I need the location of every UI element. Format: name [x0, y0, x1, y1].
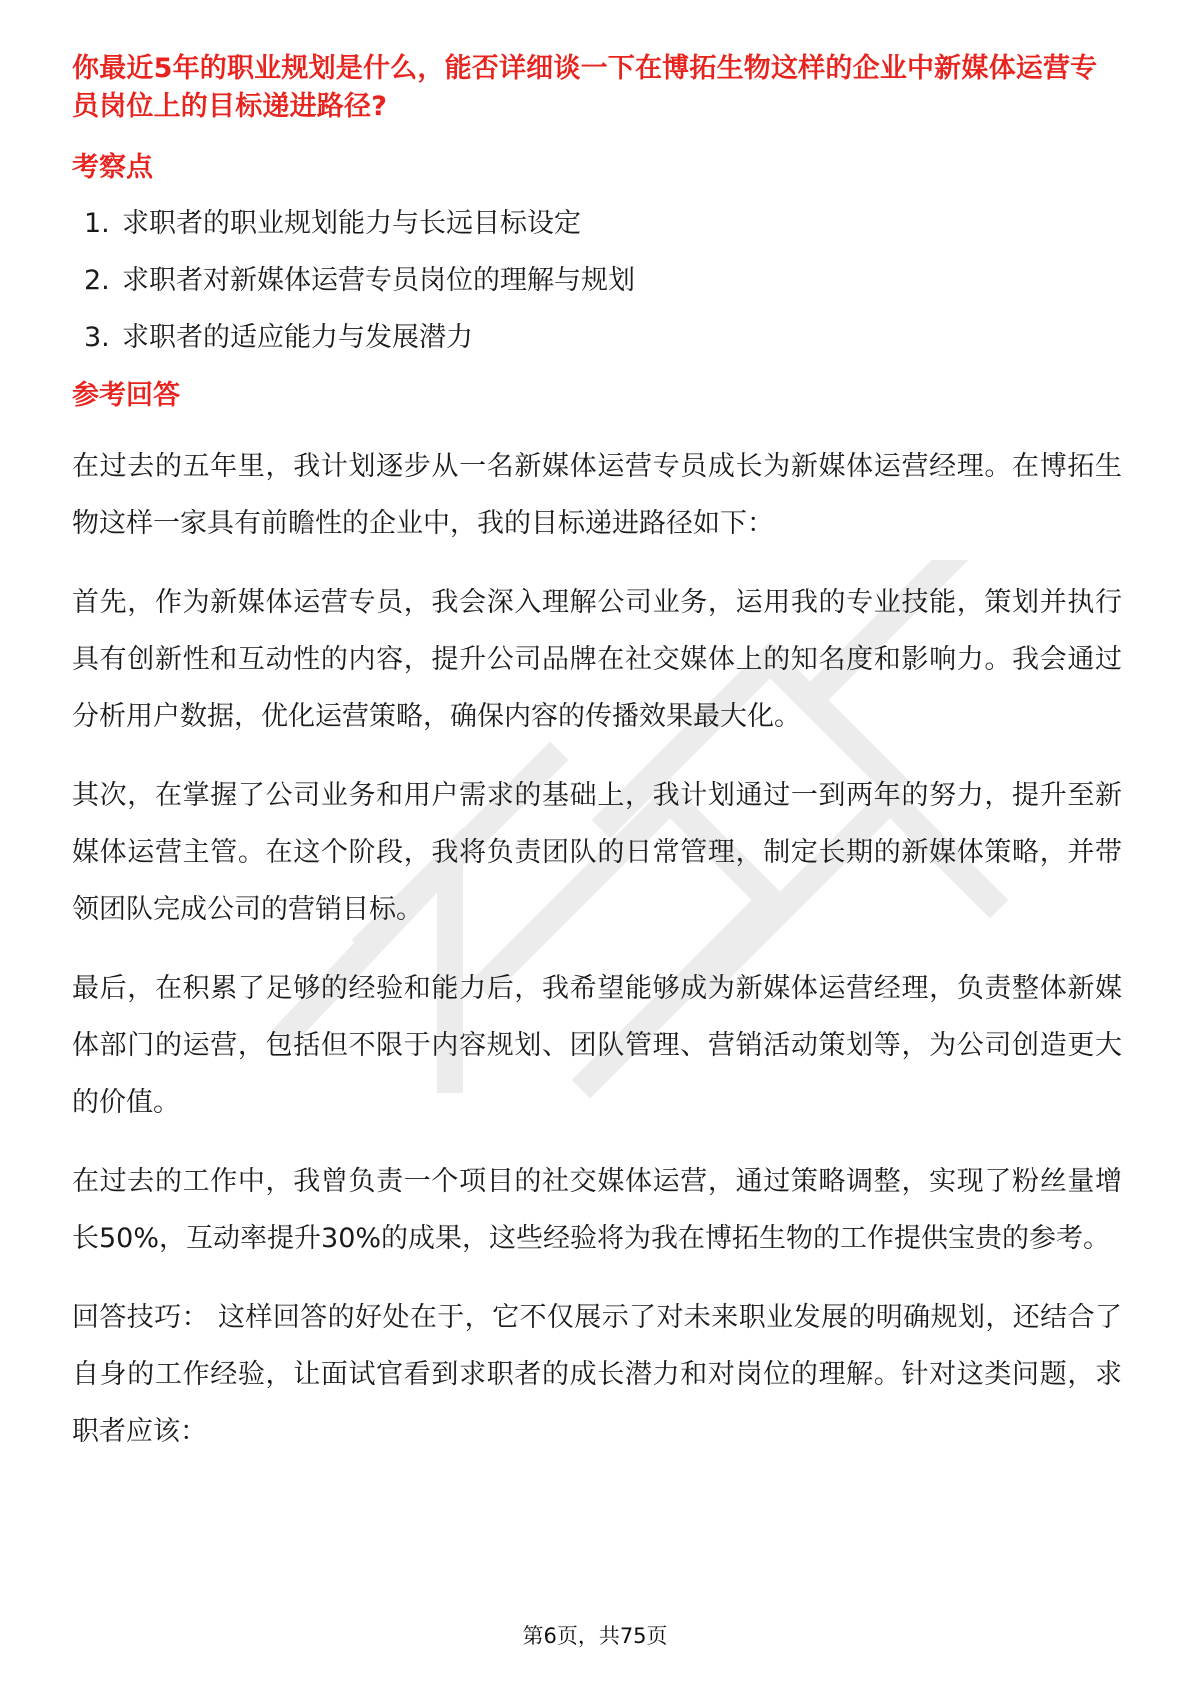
list-item [72, 320, 1122, 356]
list-item-number: 3. [84, 322, 110, 353]
answer-paragraph: 首先，作为新媒体运营专员，我会深入理解公司业务，运用我的专业技能，策划并执行具有创新性和互动性的内容，提升公司品牌在社交媒体上的知名度和影响力。我会通过分析用户数据，优化运营策略，确保内容的传播效果最大化。 [72, 587, 1122, 732]
answer-paragraph: 在过去的五年里，我计划逐步从一名新媒体运营专员成长为新媒体运营经理。在博拓生物这样一家具有前瞻性的企业中，我的目标递进路径如下： [72, 451, 1122, 539]
list-item-number: 2. [84, 265, 110, 296]
answer-paragraph: 其次，在掌握了公司业务和用户需求的基础上，我计划通过一到两年的努力，提升至新媒体运营主管。在这个阶段，我将负责团队的日常管理，制定长期的新媒体策略，并带领团队完成公司的营销目标。 [72, 780, 1122, 925]
answer-paragraph: 在过去的工作中，我曾负责一个项目的社交媒体运营，通过策略调整，实现了粉丝量增长50%，互动率提升30%的成果，这些经验将为我在博拓生物的工作提供宝贵的参考。 [72, 1166, 1122, 1254]
list-item [72, 263, 1122, 299]
reference-answer-title: 参考回答 [72, 380, 180, 411]
answer-paragraph: 最后，在积累了足够的经验和能力后，我希望能够成为新媒体运营经理，负责整体新媒体部门的运营，包括但不限于内容规划、团队管理、营销活动策划等，为公司创造更大的价值。 [72, 973, 1122, 1118]
list-item-text: 求职者的职业规划能力与长远目标设定 [122, 208, 581, 239]
list-item-text: 求职者对新媒体运营专员岗位的理解与规划 [122, 265, 635, 296]
document-page [72, 50, 1122, 1460]
list-item-number: 1. [84, 208, 110, 239]
page-number-footer: 第6页，共75页 [522, 1624, 668, 1648]
list-item-text: 求职者的适应能力与发展潜力 [122, 322, 473, 353]
list-item [72, 206, 1122, 242]
question-heading: 你最近5年的职业规划是什么，能否详细谈一下在博拓生物这样的企业中新媒体运营专员岗位上的目标递进路径? [72, 53, 1098, 122]
answer-tips-paragraph: 回答技巧： 这样回答的好处在于，它不仅展示了对未来职业发展的明确规划，还结合了自身的工作经验，让面试官看到求职者的成长潜力和对岗位的理解。针对这类问题，求职者应该： [72, 1302, 1122, 1447]
assessment-points-list [72, 206, 1122, 356]
assessment-points-title: 考察点 [72, 152, 153, 183]
